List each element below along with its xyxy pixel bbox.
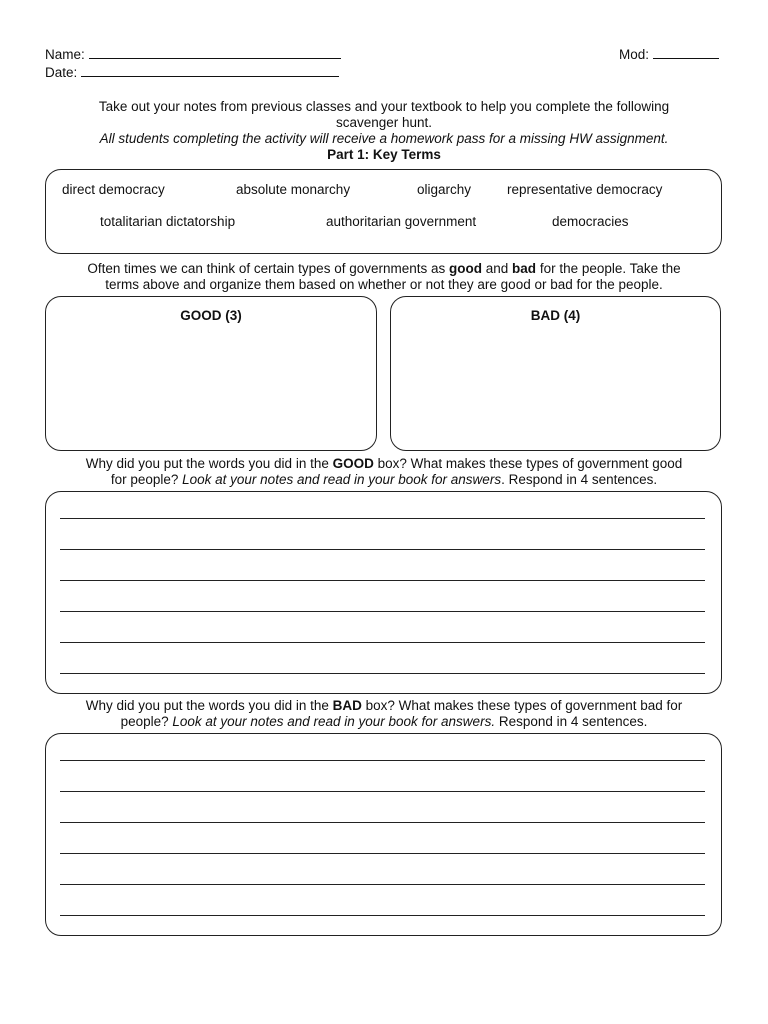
good-question-line-1: Why did you put the words you did in the GOOD box? What makes these types of government good bbox=[85, 456, 683, 471]
name-blank[interactable] bbox=[89, 46, 341, 59]
answer-line[interactable] bbox=[60, 853, 705, 854]
mod-label: Mod: bbox=[619, 47, 650, 62]
answer-line[interactable] bbox=[60, 673, 705, 674]
sort-instructions bbox=[40, 261, 728, 293]
good-question bbox=[40, 456, 728, 488]
mod-blank[interactable] bbox=[653, 46, 719, 59]
name-label: Name: bbox=[45, 47, 85, 62]
bad-question bbox=[40, 698, 728, 730]
bad-question-line-2: people? Look at your notes and read in your book for answers. Respond in 4 sentences. bbox=[120, 714, 648, 729]
term-totalitarian-dictatorship: totalitarian dictatorship bbox=[100, 214, 236, 229]
answer-line[interactable] bbox=[60, 884, 705, 885]
answer-line[interactable] bbox=[60, 642, 705, 643]
part1-title: Part 1: Key Terms bbox=[327, 147, 441, 162]
intro-line-1: Take out your notes from previous classes and your textbook to help you complete the following bbox=[98, 99, 670, 114]
answer-line[interactable] bbox=[60, 518, 705, 519]
intro-line-3: All students completing the activity will receive a homework pass for a missing HW assignment. bbox=[99, 131, 669, 146]
term-authoritarian-government: authoritarian government bbox=[326, 214, 477, 229]
intro-line-2: scavenger hunt. bbox=[335, 115, 433, 130]
answer-line[interactable] bbox=[60, 580, 705, 581]
good-question-line-2: for people? Look at your notes and read in your book for answers. Respond in 4 sentences. bbox=[110, 472, 658, 487]
date-label: Date: bbox=[45, 65, 78, 80]
term-democracies: democracies bbox=[552, 214, 629, 229]
bad-box-title: BAD (4) bbox=[530, 308, 581, 323]
answer-line[interactable] bbox=[60, 822, 705, 823]
answer-line[interactable] bbox=[60, 915, 705, 916]
term-oligarchy: oligarchy bbox=[417, 182, 472, 197]
sort-line-2: terms above and organize them based on whether or not they are good or bad for the people. bbox=[105, 277, 663, 292]
term-representative-democracy: representative democracy bbox=[507, 182, 663, 197]
term-absolute-monarchy: absolute monarchy bbox=[236, 182, 351, 197]
good-box[interactable] bbox=[45, 296, 377, 451]
intro-text bbox=[40, 99, 728, 163]
bad-box[interactable] bbox=[390, 296, 721, 451]
key-terms-box bbox=[45, 169, 722, 254]
name-field[interactable] bbox=[45, 46, 341, 63]
answer-line[interactable] bbox=[60, 791, 705, 792]
term-direct-democracy: direct democracy bbox=[62, 182, 165, 197]
date-blank[interactable] bbox=[81, 64, 339, 77]
date-field[interactable] bbox=[45, 64, 339, 81]
bad-answer-box[interactable] bbox=[45, 733, 722, 936]
bad-question-line-1: Why did you put the words you did in the BAD box? What makes these types of government bad for bbox=[85, 698, 683, 713]
answer-line[interactable] bbox=[60, 760, 705, 761]
answer-line[interactable] bbox=[60, 611, 705, 612]
mod-field[interactable] bbox=[619, 46, 719, 63]
good-box-title: GOOD (3) bbox=[180, 308, 242, 323]
answer-line[interactable] bbox=[60, 549, 705, 550]
sort-line-1: Often times we can think of certain types of governments as good and bad for the people. Take the bbox=[87, 261, 681, 276]
good-answer-box[interactable] bbox=[45, 491, 722, 694]
